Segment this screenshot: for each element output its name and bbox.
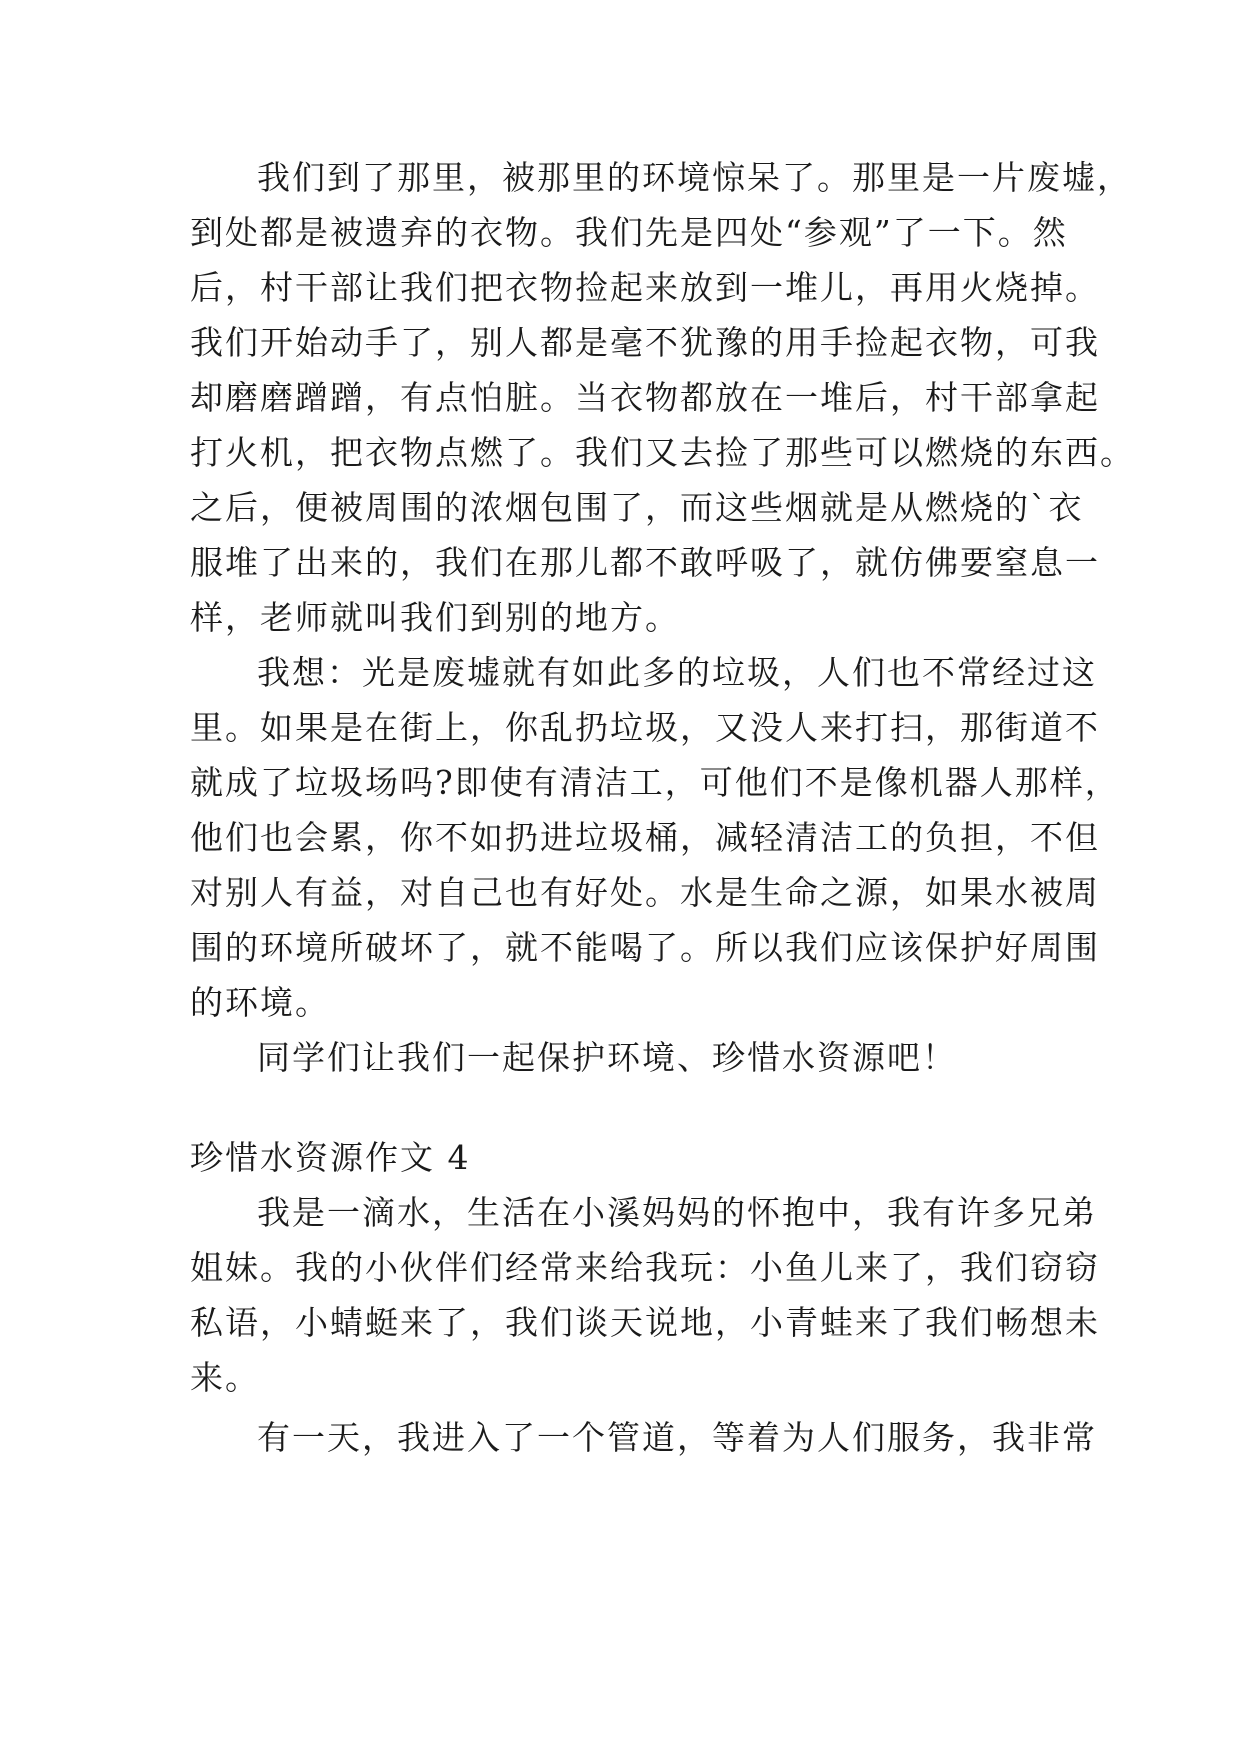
- text-line: 有一天，我进入了一个管道，等着为人们服务，我非常: [257, 1418, 1097, 1457]
- text-line: 私语，小蜻蜓来了，我们谈天说地，小青蛙来了我们畅想未: [190, 1303, 1100, 1342]
- text-line: 围的环境所破坏了，就不能喝了。所以我们应该保护好周围: [190, 928, 1100, 967]
- text-line: 之后，便被周围的浓烟包围了，而这些烟就是从燃烧的`衣: [190, 488, 1084, 527]
- text-line: 样，老师就叫我们到别的地方。: [190, 598, 680, 637]
- text-line: 里。如果是在街上，你乱扔垃圾，又没人来打扫，那街道不: [190, 708, 1100, 747]
- text-line: 他们也会累，你不如扔进垃圾桶，减轻清洁工的负担，不但: [190, 818, 1100, 857]
- text-line: 后，村干部让我们把衣物捡起来放到一堆儿，再用火烧掉。: [190, 268, 1100, 307]
- text-line: 对别人有益，对自己也有好处。水是生命之源，如果水被周: [190, 873, 1100, 912]
- text-line: 服堆了出来的，我们在那儿都不敢呼吸了，就仿佛要窒息一: [190, 543, 1100, 582]
- section-heading: 珍惜水资源作文 4: [190, 1138, 471, 1177]
- text-line: 同学们让我们一起保护环境、珍惜水资源吧！: [257, 1038, 957, 1077]
- text-line: 打火机，把衣物点燃了。我们又去捡了那些可以燃烧的东西。: [190, 433, 1135, 472]
- text-line: 我们开始动手了，别人都是毫不犹豫的用手捡起衣物，可我: [190, 323, 1100, 362]
- text-line: 却磨磨蹭蹭，有点怕脏。当衣物都放在一堆后，村干部拿起: [190, 378, 1100, 417]
- text-line: 我们到了那里，被那里的环境惊呆了。那里是一片废墟，: [257, 158, 1132, 197]
- text-line: 就成了垃圾场吗?即使有清洁工，可他们不是像机器人那样，: [190, 763, 1120, 802]
- text-line: 我是一滴水，生活在小溪妈妈的怀抱中，我有许多兄弟: [257, 1193, 1097, 1232]
- text-line: 我想：光是废墟就有如此多的垃圾，人们也不常经过这: [257, 653, 1097, 692]
- text-line: 的环境。: [190, 983, 330, 1022]
- text-line: 来。: [190, 1358, 260, 1397]
- text-line: 姐妹。我的小伙伴们经常来给我玩：小鱼儿来了，我们窃窃: [190, 1248, 1100, 1287]
- text-line: 到处都是被遗弃的衣物。我们先是四处“参观”了一下。然: [190, 213, 1068, 252]
